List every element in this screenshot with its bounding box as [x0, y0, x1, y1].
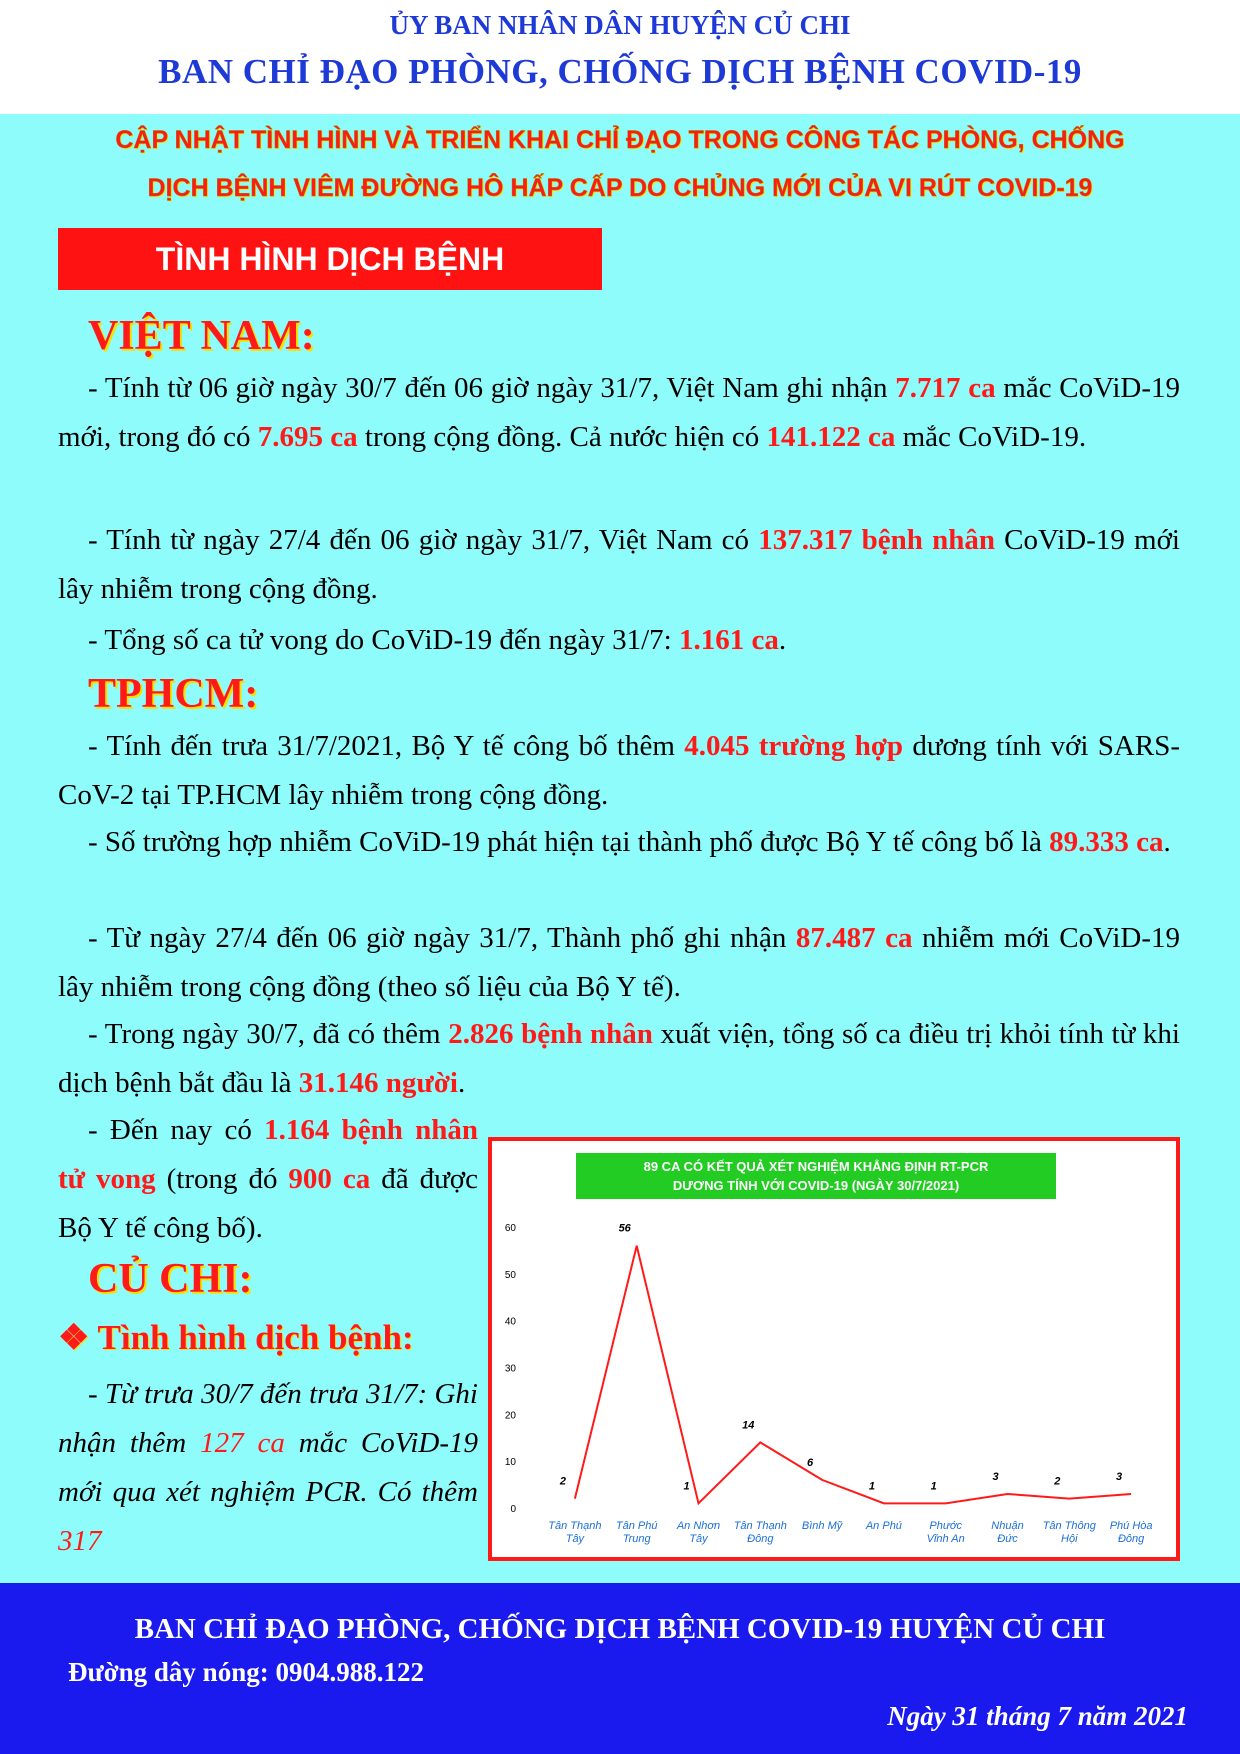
x-tick-label: Trung — [622, 1533, 651, 1545]
vn-active-cases: 141.122 ca — [766, 421, 896, 453]
x-tick-label: Đông — [1117, 1533, 1145, 1545]
hcm-deaths-announced: 900 ca — [288, 1163, 371, 1195]
data-label: 3 — [992, 1470, 999, 1483]
vn-community-patients: 137.317 bệnh nhân — [758, 524, 995, 556]
chart-title-line-1: 89 CA CÓ KẾT QUẢ XÉT NGHIỆM KHẲNG ĐỊNH RT-PCR — [643, 1159, 989, 1174]
cuchi-sub-heading: ❖ Tình hình dịch bệnh: — [58, 1318, 414, 1357]
x-tick-label: An Nhơn — [676, 1520, 721, 1532]
x-tick-label: Hội — [1061, 1533, 1078, 1545]
data-label: 2 — [559, 1475, 566, 1488]
committee-name: BAN CHỈ ĐẠO PHÒNG, CHỐNG DỊCH BỆNH COVID-19 — [158, 52, 1082, 91]
x-tick-label: Tân Thông — [1042, 1520, 1096, 1532]
vietnam-paragraph-3: - Tổng số ca tử vong do CoViD-19 đến ngày 31/7: 1.161 ca. — [88, 624, 787, 656]
data-label: 56 — [618, 1222, 631, 1235]
cuchi-heading: CỦ CHI: — [88, 1256, 253, 1302]
hcm-recovered-total: 31.146 người — [298, 1067, 458, 1099]
hcm-new-positive: 4.045 trường hợp — [684, 730, 904, 762]
x-tick-label: Tây — [689, 1533, 708, 1545]
x-tick-label: Phước — [929, 1520, 962, 1532]
issue-date: Ngày 31 tháng 7 năm 2021 — [887, 1701, 1188, 1731]
data-label: 14 — [742, 1419, 755, 1432]
vietnam-heading: VIỆT NAM: — [88, 313, 315, 359]
chart-title-line-2: DƯƠNG TÍNH VỚI COVID-19 (NGÀY 30/7/2021) — [672, 1178, 960, 1193]
y-tick-label: 40 — [504, 1316, 516, 1328]
x-tick-label: Vĩnh An — [926, 1533, 965, 1545]
data-label: 1 — [930, 1480, 937, 1493]
hcm-paragraph-2: - Số trường hợp nhiễm CoViD-19 phát hiện tại thành phố được Bộ Y tế công bố là 89.333 ca. — [88, 826, 1171, 858]
cuchi-paragraph-1: - Từ trưa 30/7 đến trưa 31/7: Ghi nhận thêm 127 ca mắc CoViD-19 mới qua xét nghiệm PCR. Có thêm 317 — [58, 1378, 478, 1557]
hcm-community-cases: 87.487 ca — [795, 922, 913, 954]
y-tick-label: 0 — [510, 1504, 516, 1515]
x-tick-label: Tây — [565, 1533, 585, 1545]
top-header — [0, 0, 1240, 114]
hcm-paragraph-1: - Tính đến trưa 31/7/2021, Bộ Y tế công bố thêm 4.045 trường hợp dương tính với SARS-CoV-2 tại TP.HCM lây nhiễm trong cộng đồng. — [58, 730, 1180, 811]
update-title-line-2: DỊCH BỆNH VIÊM ĐƯỜNG HÔ HẤP CẤP DO CHỦNG MỚI CỦA VI RÚT COVID-19 — [147, 174, 1093, 202]
update-title-line-1: CẬP NHẬT TÌNH HÌNH VÀ TRIỂN KHAI CHỈ ĐẠO TRONG CÔNG TÁC PHÒNG, CHỐNG — [115, 126, 1125, 154]
y-tick-label: 10 — [504, 1457, 516, 1469]
cuchi-new-cases: 127 ca — [200, 1427, 285, 1459]
x-tick-label: Phú Hòa — [1109, 1520, 1153, 1532]
x-tick-label: Tân Thạnh — [548, 1520, 602, 1532]
y-tick-label: 50 — [504, 1269, 516, 1281]
hotline — [68, 1657, 424, 1688]
cuchi-extra-count: 317 — [58, 1525, 102, 1557]
data-label: 2 — [1054, 1475, 1061, 1488]
hcm-heading: TPHCM: — [88, 671, 259, 717]
footer-title: BAN CHỈ ĐẠO PHÒNG, CHỐNG DỊCH BỆNH COVID-19 HUYỆN CỦ CHI — [134, 1613, 1106, 1645]
x-tick-label: Đức — [997, 1533, 1018, 1545]
vn-deaths: 1.161 ca — [678, 624, 779, 656]
footer — [0, 1583, 1240, 1754]
hcm-deaths: 1.164 bệnh nhân tử vong — [58, 1114, 478, 1195]
hcm-paragraph-5: - Đến nay có 1.164 bệnh nhân tử vong (trong đó 900 ca đã được Bộ Y tế công bố). — [58, 1114, 478, 1244]
hcm-discharged: 2.826 bệnh nhân — [448, 1018, 653, 1050]
x-tick-label: Tân Thạnh — [733, 1520, 787, 1532]
line-chart — [492, 1141, 1176, 1557]
y-tick-label: 30 — [504, 1363, 516, 1375]
y-tick-label: 60 — [504, 1223, 516, 1234]
series-line — [575, 1246, 1131, 1504]
hotline-number: 0904.988.122 — [275, 1657, 424, 1687]
section-banner: TÌNH HÌNH DỊCH BỆNH — [58, 228, 602, 290]
x-tick-label: Tân Phú — [615, 1520, 658, 1532]
hcm-paragraph-3: - Từ ngày 27/4 đến 06 giờ ngày 31/7, Thành phố ghi nhận 87.487 ca nhiễm mới CoViD-19 lây nhiễm trong cộng đồng (theo số liệu của Bộ Y tế). — [58, 922, 1180, 1003]
data-label: 3 — [1116, 1470, 1123, 1483]
y-tick-label: 20 — [504, 1410, 516, 1422]
org-name: ỦY BAN NHÂN DÂN HUYỆN CỦ CHI — [389, 10, 851, 40]
x-tick-label: Nhuận — [991, 1520, 1024, 1532]
vietnam-paragraph-2: - Tính từ ngày 27/4 đến 06 giờ ngày 31/7, Việt Nam có 137.317 bệnh nhân CoViD-19 mới lây nhiễm trong cộng đồng. — [58, 524, 1180, 605]
x-tick-label: Bình Mỹ — [801, 1520, 843, 1532]
data-label: 6 — [807, 1456, 814, 1469]
x-tick-label: Đông — [747, 1533, 774, 1545]
vn-community-cases: 7.695 ca — [257, 421, 358, 453]
data-label: 1 — [683, 1480, 690, 1493]
x-tick-label: An Phú — [865, 1520, 902, 1532]
hotline-label: Đường dây nóng: — [68, 1657, 276, 1687]
chart-panel — [488, 1137, 1180, 1561]
data-label: 1 — [868, 1480, 875, 1493]
vn-new-cases: 7.717 ca — [895, 372, 996, 404]
vietnam-paragraph-1: - Tính từ 06 giờ ngày 30/7 đến 06 giờ ngày 31/7, Việt Nam ghi nhận 7.717 ca mắc CoViD-19 mới, trong đó có 7.695 ca trong cộng đồng. Cả nước hiện có 141.122 ca mắc CoViD-19. — [58, 372, 1180, 453]
hcm-paragraph-4: - Trong ngày 30/7, đã có thêm 2.826 bệnh nhân xuất viện, tổng số ca điều trị khỏi tính từ khi dịch bệnh bắt đầu là 31.146 người. — [58, 1018, 1180, 1099]
hcm-total-cases: 89.333 ca — [1049, 826, 1164, 858]
